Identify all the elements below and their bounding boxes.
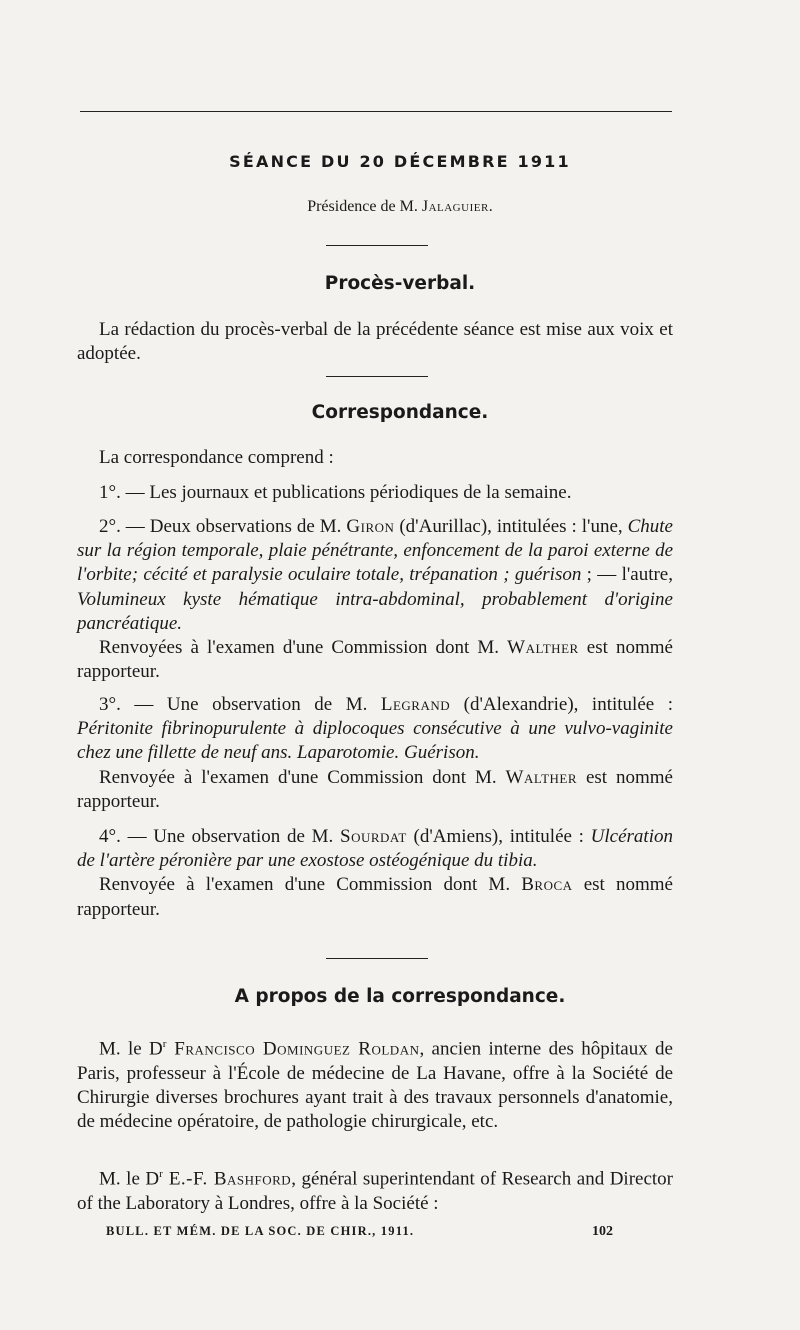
correspondance-intro-text: La correspondance comprend : bbox=[99, 447, 334, 468]
presidence-prefix: Présidence de M. bbox=[307, 198, 422, 215]
president-name: Jalaguier bbox=[421, 198, 489, 215]
section-divider bbox=[326, 376, 428, 377]
a-propos-text: M. le D bbox=[99, 1038, 163, 1060]
rapporteur-name: Walther bbox=[505, 766, 578, 788]
correspondance-title: Correspondance. bbox=[311, 402, 489, 423]
journal-reference: BULL. ET MÉM. DE LA SOC. DE CHIR., 1911. bbox=[106, 1224, 415, 1238]
item-1-text: 1°. — Les journaux et publications périodiques de la semaine. bbox=[99, 482, 572, 503]
author-name: Legrand bbox=[380, 694, 451, 715]
renvoi-text: est nommé rapporteur. bbox=[77, 874, 673, 920]
rapporteur-name: Walther bbox=[507, 637, 579, 659]
observation-title: Péritonite fibrinopurulente à diplocoques consécutive à une vulvo-vaginite chez une fillette de neuf ans. Laparotomie. Guérison. bbox=[77, 718, 673, 764]
item-4-intro: 4°. — Une observation de M. bbox=[99, 826, 341, 847]
item-2-text: ; — l'autre, bbox=[581, 564, 673, 586]
proces-verbal-title: Procès-verbal. bbox=[324, 273, 476, 294]
page-footer bbox=[106, 1224, 626, 1239]
observation-title: Chute sur la région temporale, plaie pénétrante, enfoncement de la paroi externe de l'orbite; cécité et paralysie oculaire totale, trépanation ; guérison bbox=[77, 516, 673, 586]
observation-title: Volumineux kyste hématique intra-abdominal, probablement d'origine pancréatique. bbox=[77, 588, 673, 634]
superscript: r bbox=[162, 1038, 167, 1050]
observation-title: Ulcération de l'artère péronière par une exostose ostéogénique du tibia. bbox=[77, 826, 673, 872]
superscript: r bbox=[159, 1168, 163, 1180]
section-divider bbox=[326, 245, 428, 246]
correspondance-item-3 bbox=[77, 693, 673, 814]
a-propos-paragraph-2 bbox=[77, 1162, 673, 1216]
correspondance-item-4 bbox=[77, 825, 673, 922]
a-propos-paragraph-1 bbox=[77, 1032, 673, 1134]
renvoi-text: est nommé rapporteur. bbox=[77, 766, 673, 812]
page-number: 102 bbox=[592, 1224, 613, 1239]
proces-verbal-body: La rédaction du procès-verbal de la précédente séance est mise aux voix et adoptée. bbox=[77, 319, 673, 365]
renvoi-text: Renvoyées à l'examen d'une Commission dont M. bbox=[99, 637, 508, 659]
author-name: Giron bbox=[346, 516, 395, 537]
a-propos-text: , ancien interne des hôpitaux de Paris, professeur à l'École de médecine de La Havane, offre à la Société de Chirurgie diverses brochures ayant trait à des travaux personnels d'anatomie, de médecine opératoire, de pathologie chirurgicale, etc. bbox=[77, 1038, 673, 1132]
item-2-text: (d'Aurillac), intitulées : l'une, bbox=[394, 516, 628, 537]
item-3-text: (d'Alexandrie), intitulée : bbox=[450, 694, 673, 715]
top-rule bbox=[80, 111, 672, 112]
presidence-line bbox=[0, 198, 800, 216]
item-2-intro: 2°. — Deux observations de M. bbox=[99, 516, 347, 537]
renvoi-text: Renvoyée à l'examen d'une Commission dont M. bbox=[99, 766, 506, 788]
item-3-intro: 3°. — Une observation de M. bbox=[99, 694, 381, 715]
donor-name: E.-F. Bashford bbox=[162, 1168, 292, 1190]
author-name: Sourdat bbox=[340, 826, 407, 847]
section-divider bbox=[326, 958, 428, 959]
correspondance-intro bbox=[77, 446, 673, 470]
correspondance-item-2 bbox=[77, 515, 673, 684]
rapporteur-name: Broca bbox=[521, 874, 573, 896]
a-propos-text: , général superintendant of Research and Director of the Laboratory à Londres, offre à la Société : bbox=[77, 1168, 674, 1214]
a-propos-text: M. le D bbox=[99, 1168, 160, 1190]
item-4-text: (d'Amiens), intitulée : bbox=[406, 826, 591, 847]
renvoi-text: Renvoyée à l'examen d'une Commission dont M. bbox=[99, 874, 522, 896]
session-heading: SÉANCE DU 20 DÉCEMBRE 1911 bbox=[229, 152, 571, 171]
a-propos-title: A propos de la correspondance. bbox=[234, 986, 566, 1007]
presidence-suffix: . bbox=[488, 198, 493, 215]
renvoi-text: est nommé rapporteur. bbox=[77, 637, 673, 683]
correspondance-item-1 bbox=[77, 481, 673, 505]
proces-verbal-text bbox=[77, 318, 673, 366]
donor-name: Francisco Dominguez Roldan bbox=[166, 1038, 420, 1060]
